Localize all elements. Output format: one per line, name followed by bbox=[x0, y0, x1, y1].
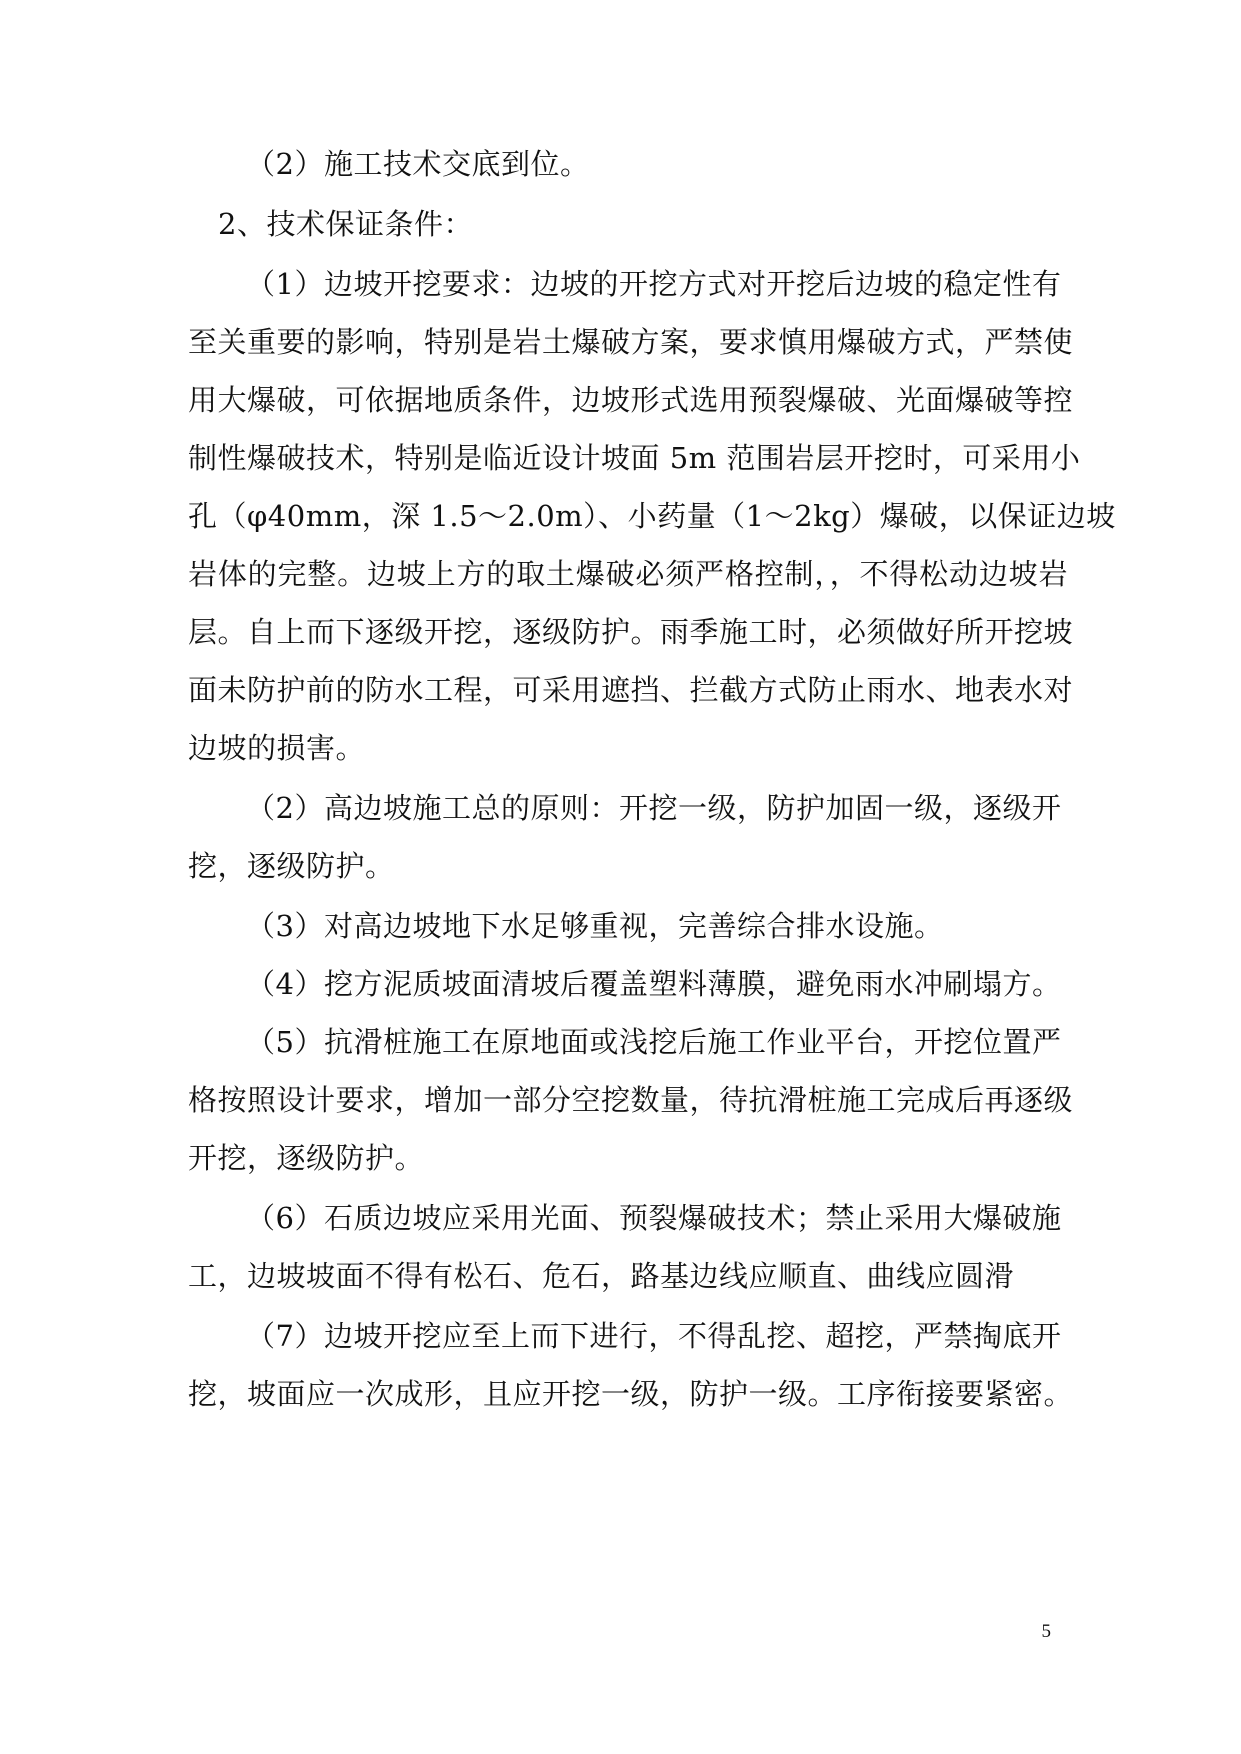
text-line: 开挖，逐级防护。 bbox=[188, 1141, 425, 1175]
text-line: （6）石质边坡应采用光面、预裂爆破技术；禁止采用大爆破施 bbox=[246, 1201, 1062, 1235]
text-line: （7）边坡开挖应至上而下进行，不得乱挖、超挖，严禁掏底开 bbox=[246, 1319, 1062, 1353]
page-number: 5 bbox=[1041, 1621, 1051, 1642]
text-line: 边坡的损害。 bbox=[188, 731, 366, 765]
text-line: 挖，坡面应一次成形，且应开挖一级，防护一级。工序衔接要紧密。 bbox=[188, 1377, 1074, 1411]
text-line: （4）挖方泥质坡面清坡后覆盖塑料薄膜，避免雨水冲刷塌方。 bbox=[246, 967, 1062, 1001]
text-line: （3）对高边坡地下水足够重视，完善综合排水设施。 bbox=[246, 909, 944, 943]
text-line: 孔（φ40mm，深 1.5～2.0m）、小药量（1～2kg）爆破，以保证边坡 bbox=[188, 499, 1116, 533]
text-line: 层。自上而下逐级开挖，逐级防护。雨季施工时，必须做好所开挖坡 bbox=[188, 615, 1074, 649]
text-line: 制性爆破技术，特别是临近设计坡面 5m 范围岩层开挖时，可采用小 bbox=[188, 441, 1081, 475]
text-line: （1）边坡开挖要求：边坡的开挖方式对开挖后边坡的稳定性有 bbox=[246, 267, 1062, 301]
text-line: （2）高边坡施工总的原则：开挖一级，防护加固一级，逐级开 bbox=[246, 791, 1062, 825]
section-heading: 2、技术保证条件： bbox=[218, 207, 473, 241]
text-line: （2）施工技术交底到位。 bbox=[246, 147, 590, 181]
text-line: 面未防护前的防水工程，可采用遮挡、拦截方式防止雨水、地表水对 bbox=[188, 673, 1074, 707]
text-line: （5）抗滑桩施工在原地面或浅挖后施工作业平台，开挖位置严 bbox=[246, 1025, 1062, 1059]
text-line: 工，边坡坡面不得有松石、危石，路基边线应顺直、曲线应圆滑 bbox=[188, 1259, 1015, 1293]
text-line: 岩体的完整。边坡上方的取土爆破必须严格控制，，不得松动边坡岩 bbox=[188, 557, 1068, 591]
text-line: 用大爆破，可依据地质条件，边坡形式选用预裂爆破、光面爆破等控 bbox=[188, 383, 1074, 417]
text-line: 至关重要的影响，特别是岩土爆破方案，要求慎用爆破方式，严禁使 bbox=[188, 325, 1074, 359]
text-line: 格按照设计要求，增加一部分空挖数量，待抗滑桩施工完成后再逐级 bbox=[188, 1083, 1074, 1117]
text-line: 挖，逐级防护。 bbox=[188, 849, 395, 883]
